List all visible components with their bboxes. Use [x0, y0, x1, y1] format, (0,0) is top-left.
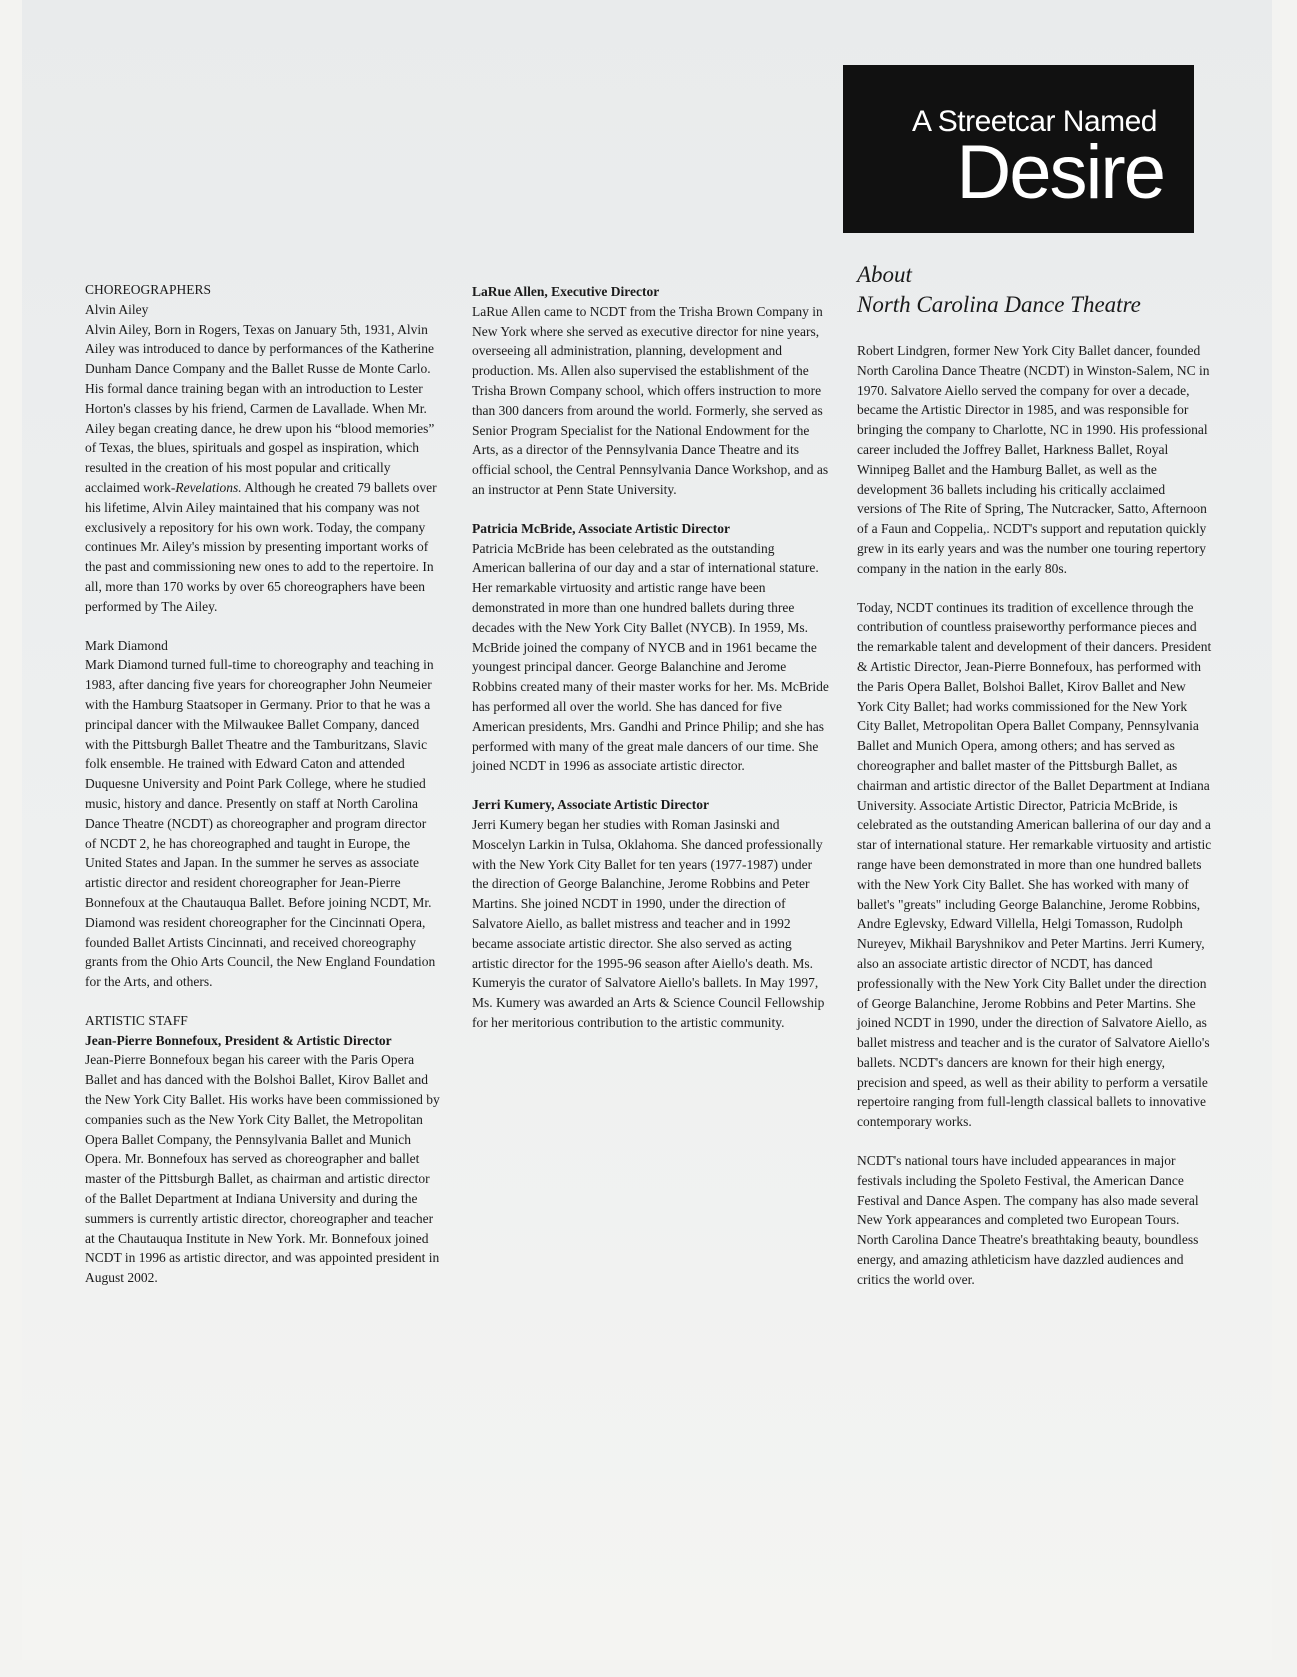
- bio-text-ailey-a: Alvin Ailey, Born in Rogers, Texas on January 5th, 1931, Alvin Ailey was introduced to dance by performances of the Katherine Dunham Dance Company and the Ballet Russe de Monte Carlo. His formal dance training began with an introduction to Lester Horton's classes by his friend, Carmen de Lavallade. When Mr. Ailey began creating dance, he drew upon his “blood memories” of Texas, the blues, spirituals and gospel as inspiration, which resulted in the creation of his most popular and critically acclaimed work-: [85, 321, 435, 495]
- title-line-small: A Streetcar Named: [912, 105, 1157, 138]
- bio-text-allen: LaRue Allen came to NCDT from the Trisha Brown Company in New York where she served as executive director for nine years, overseeing all administration, planning, development and production. Ms. Allen also supervised the establishment of the Trisha Brown Company school, which offers instruction to more than 300 dancers from around the world. Formerly, she served as Senior Program Specialist for the National Endowment for the Arts, as a director of the Pennsylvania Dance Theatre and its official school, the Central Pennsylvania Dance Workshop, and as an instructor at Penn State University.: [472, 303, 829, 497]
- title-banner: [843, 65, 1194, 233]
- bio-name-ailey: Alvin Ailey: [85, 301, 149, 317]
- title-line-big: Desire: [956, 130, 1164, 215]
- bio-name-mcbride: Patricia McBride, Associate Artistic Director: [472, 520, 731, 536]
- bio-text-ailey-title: Revelations.: [175, 479, 242, 495]
- section-heading-choreographers: CHOREOGRAPHERS: [85, 282, 212, 297]
- bio-text-diamond: Mark Diamond turned full-time to choreography and teaching in 1983, after dancing five years for choreographer John Neumeier with the Hamburg Staatsoper in Germany. Prior to that he was a principal dancer with the Milwaukee Ballet Company, danced with the Pittsburgh Ballet Theatre and the Tamburitzans, Slavic folk ensemble. He trained with Edward Caton and attended Duquesne University and Point Park College, where he studied music, history and dance. Presently on staff at North Carolina Dance Theatre (NCDT) as choreographer and program director of NCDT 2, he has choreographed and taught in Europe, the United States and Japan. In the summer he serves as associate artistic director and resident choreographer for Jean-Pierre Bonnefoux at the Chautauqua Ballet. Before joining NCDT, Mr. Diamond was resident choreographer for the Cincinnati Opera, founded Ballet Artists Cincinnati, and received choreography grants from the Ohio Arts Council, the New England Foundation for the Arts, and others.: [85, 657, 436, 990]
- about-paragraph-history: Robert Lindgren, former New York City Ballet dancer, founded North Carolina Dance Theatre (NCDT) in Winston-Salem, NC in 1970. Salvatore Aiello served the company for over a decade, became the Artistic Director in 1985, and was responsible for bringing the company to Charlotte, NC in 1990. His professional career included the Joffrey Ballet, Harkness Ballet, Royal Winnipeg Ballet and the Hamburg Ballet, as well as the development 36 ballets including his critically acclaimed versions of The Rite of Spring, The Nutcracker, Satto, Afternoon of a Faun and Coppelia,. NCDT's support and reputation quickly grew in its early years and was the number one touring repertory company in the nation in the early 80s.: [857, 343, 1210, 576]
- column-middle: [472, 282, 829, 1033]
- about-paragraph-today: Today, NCDT continues its tradition of excellence through the contribution of countless praiseworthy performance pieces and the remarkable talent and development of their dancers. President & Artistic Director, Jean-Pierre Bonnefoux, has performed with the Paris Opera Ballet, Bolshoi Ballet, Kirov Ballet and New York City Ballet; had works commissioned for the New York City Ballet, Metropolitan Opera Ballet Company, Pennsylvania Ballet and Munich Opera, among others; and has served as choreographer and ballet master of the Pittsburgh Ballet, as chairman and artistic director of the Ballet Department at Indiana University. Associate Artistic Director, Patricia McBride, is celebrated as the outstanding American ballerina of our day and a star of international stature. Her remarkable virtuosity and artistic range have been demonstrated in more than one hundred ballets with the New York City Ballet. She has worked with many of ballet's "greats" including George Balanchine, Jerome Robbins, Andre Eglevsky, Edward Villella, Helgi Tomasson, Rudolph Nureyev, Mikhail Baryshnikov and Peter Martins. Jerri Kumery, also an associate artistic director of NCDT, has danced professionally with the New York City Ballet under the direction of George Balanchine, Jerome Robbins and Peter Martins. She joined NCDT in 1990, under the direction of Salvatore Aiello, as ballet mistress and teacher and is the curator of Salvatore Aiello's ballets. NCDT's dancers are known for their high energy, precision and speed, as well as their ability to perform a versatile repertoire ranging from full-length classical ballets to innovative contemporary works.: [857, 599, 1212, 1130]
- bio-text-kumery: Jerri Kumery began her studies with Roman Jasinski and Moscelyn Larkin in Tulsa, Oklahoma. She danced professionally with the New York City Ballet for ten years (1977-1987) under the direction of George Balanchine, Jerome Robbins and Peter Martins. She joined NCDT in 1990, under the direction of Salvatore Aiello, as ballet mistress and teacher and in 1992 became associate artistic director. She also served as acting artistic director for the 1995-96 season after Aiello's death. Ms. Kumeryis the curator of Salvatore Aiello's ballets. In May 1997, Ms. Kumery was awarded an Arts & Science Council Fellowship for her meritorious contribution to the artistic community.: [472, 816, 825, 1030]
- about-heading-line1: About: [857, 262, 912, 287]
- bio-text-mcbride: Patricia McBride has been celebrated as the outstanding American ballerina of our day and a star of international stature. Her remarkable virtuosity and artistic range have been demonstrated in more than one hundred ballets during three decades with the New York City Ballet (NYCB). In 1959, Ms. McBride joined the company of NYCB and in 1961 became the youngest principal dancer. George Balanchine and Jerome Robbins created many of their master works for her. Ms. McBride has performed all over the world. She has danced for five American presidents, Mrs. Gandhi and Prince Philip; and she has performed with many of the great male dancers of our time. She joined NCDT in 1996 as associate artistic director.: [472, 540, 829, 774]
- bio-name-allen: LaRue Allen, Executive Director: [472, 284, 660, 299]
- section-heading-artistic-staff: ARTISTIC STAFF: [85, 1012, 188, 1028]
- column-right: [857, 341, 1212, 1290]
- bio-name-kumery: Jerri Kumery, Associate Artistic Director: [472, 797, 710, 813]
- bio-name-diamond: Mark Diamond: [85, 637, 168, 653]
- about-heading-line2: North Carolina Dance Theatre: [857, 292, 1141, 317]
- bio-text-ailey: [85, 320, 440, 617]
- bio-text-bonnefoux: Jean-Pierre Bonnefoux began his career with the Paris Opera Ballet and has danced with the Bolshoi Ballet, Kirov Ballet and the New York City Ballet. His works have been commissioned by companies such as the New York City Ballet, the Metropolitan Opera Ballet Company, the Pennsylvania Ballet and Munich Opera. Mr. Bonnefoux has served as choreographer and ballet master of the Pittsburgh Ballet, as chairman and artistic director of the Ballet Department at Indiana University and during the summers is currently artistic director, choreographer and teacher at the Chautauqua Institute in New York. Mr. Bonnefoux joined NCDT in 1996 as artistic director, and was appointed president in August 2002.: [85, 1052, 440, 1286]
- column-left: [85, 280, 440, 1288]
- about-paragraph-tours: NCDT's national tours have included appearances in major festivals including the Spoleto Festival, the American Dance Festival and Dance Aspen. The company has also made several New York appearances and completed two European Tours. North Carolina Dance Theatre's breathtaking beauty, boundless energy, and amazing athleticism have dazzled audiences and critics the world over.: [857, 1153, 1199, 1287]
- about-heading: [857, 260, 1217, 320]
- bio-text-ailey-b: Although he created 79 ballets over his lifetime, Alvin Ailey maintained that his company was not exclusively a repository for his own work. Today, the company continues Mr. Ailey's mission by presenting important works of the past and commissioning new ones to add to the repertoire. In all, more than 170 works by over 65 choreographers have been performed by The Ailey.: [85, 479, 437, 614]
- bio-name-bonnefoux: Jean-Pierre Bonnefoux, President & Artistic Director: [85, 1032, 392, 1048]
